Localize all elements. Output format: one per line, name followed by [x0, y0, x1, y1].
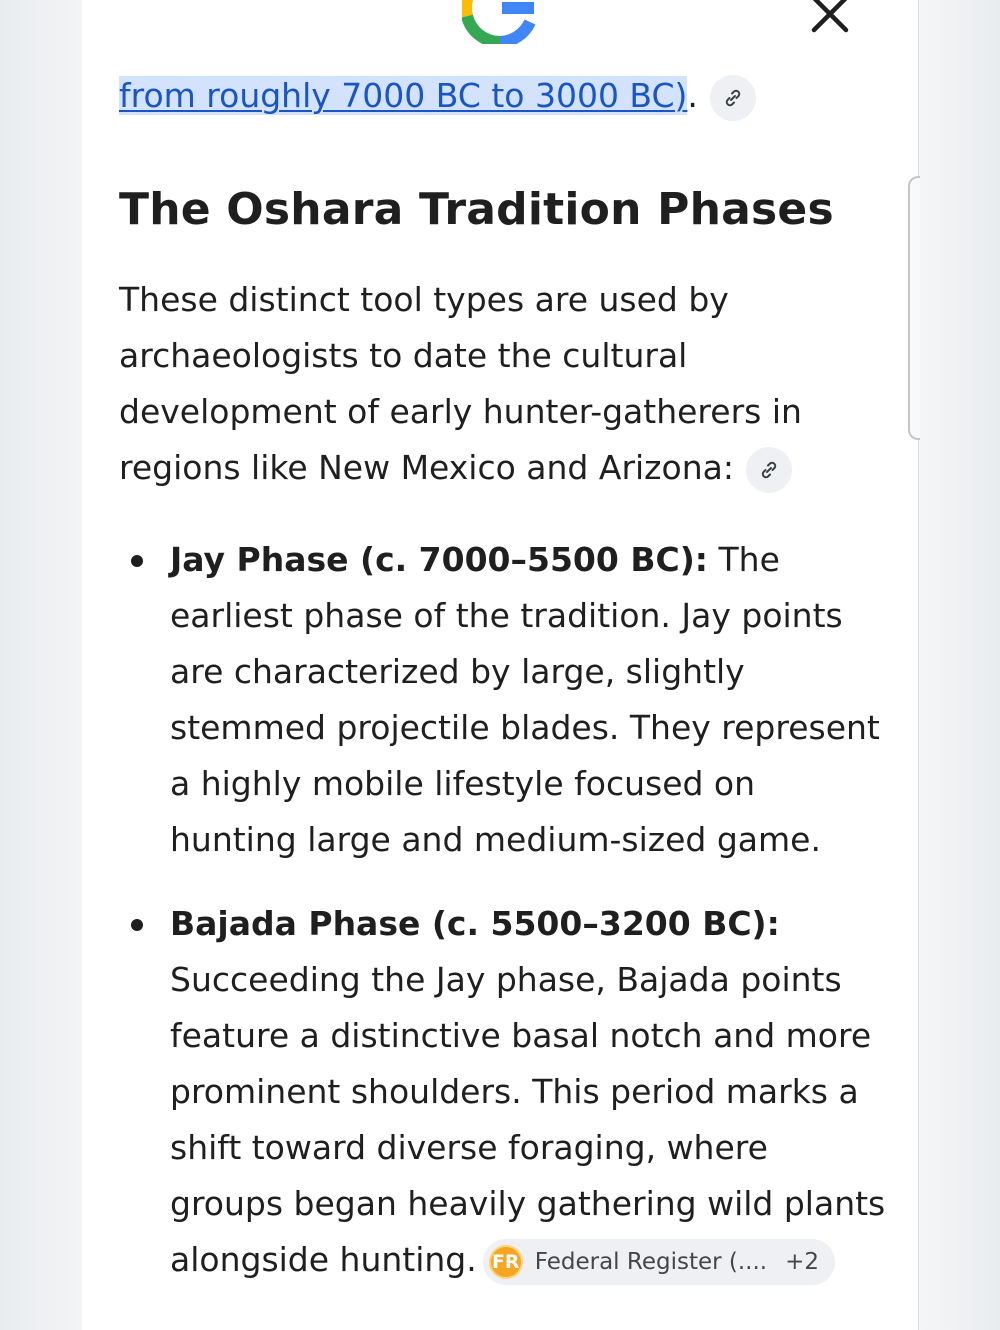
- intro-line: development of early hunter-gatherers in: [119, 392, 802, 431]
- bullet-icon: [131, 919, 143, 931]
- phase-line: feature a distinctive basal notch and more: [170, 1016, 872, 1055]
- section-heading: The Oshara Tradition Phases: [119, 184, 834, 235]
- phase-last-line: [170, 1232, 899, 1288]
- backdrop-right: [918, 0, 1000, 1330]
- link-icon: [757, 458, 781, 482]
- close-button[interactable]: [806, 0, 854, 34]
- list-item-bajada-phase: [119, 896, 899, 1288]
- link-icon: [721, 86, 745, 110]
- highlighted-link[interactable]: from roughly 7000 BC to 3000 BC): [119, 76, 688, 115]
- phase-line: stemmed projectile blades. They represent: [170, 708, 880, 747]
- phase-line: groups began heavily gathering wild plants: [170, 1184, 886, 1223]
- intro-line: These distinct tool types are used by: [119, 280, 729, 319]
- citation-link-button[interactable]: [746, 447, 792, 493]
- scrollbar-handle[interactable]: [908, 176, 920, 440]
- phase-title: Jay Phase (c. 7000–5500 BC):: [170, 540, 708, 579]
- close-icon: [810, 0, 850, 34]
- bullet-icon: [131, 555, 143, 567]
- intro-line: archaeologists to date the cultural: [119, 336, 688, 375]
- phase-text: The: [718, 540, 780, 579]
- phase-line: a highly mobile lifestyle focused on: [170, 764, 756, 803]
- phase-line: earliest phase of the tradition. Jay points: [170, 596, 843, 635]
- federal-register-favicon: FR: [489, 1245, 523, 1279]
- list-item-jay-phase: [119, 532, 899, 868]
- phase-line: shift toward diverse foraging, where: [170, 1128, 768, 1167]
- phase-first-line: [170, 532, 899, 588]
- phase-line: Succeeding the Jay phase, Bajada points: [170, 960, 842, 999]
- answer-sheet: [82, 0, 919, 1330]
- citation-link-button[interactable]: [710, 75, 756, 121]
- period: .: [687, 76, 698, 115]
- source-more-count: +2: [785, 1248, 820, 1275]
- intro-line-text: regions like New Mexico and Arizona:: [119, 448, 734, 487]
- phase-line: prominent shoulders. This period marks a: [170, 1072, 859, 1111]
- phase-title: Bajada Phase (c. 5500–3200 BC):: [170, 904, 780, 943]
- intro-paragraph: [119, 272, 849, 496]
- phase-first-line: [170, 896, 899, 952]
- intro-line-last: [119, 440, 849, 496]
- phase-line: are characterized by large, slightly: [170, 652, 745, 691]
- phase-list: [119, 532, 899, 1288]
- phase-line: hunting large and medium-sized game.: [170, 820, 821, 859]
- phase-line: alongside hunting.: [170, 1240, 477, 1279]
- source-chip[interactable]: [483, 1239, 835, 1285]
- backdrop-left: [0, 0, 82, 1330]
- top-link-line: [119, 72, 756, 121]
- google-g-icon: [462, 0, 538, 44]
- source-label: Federal Register (....: [534, 1248, 768, 1275]
